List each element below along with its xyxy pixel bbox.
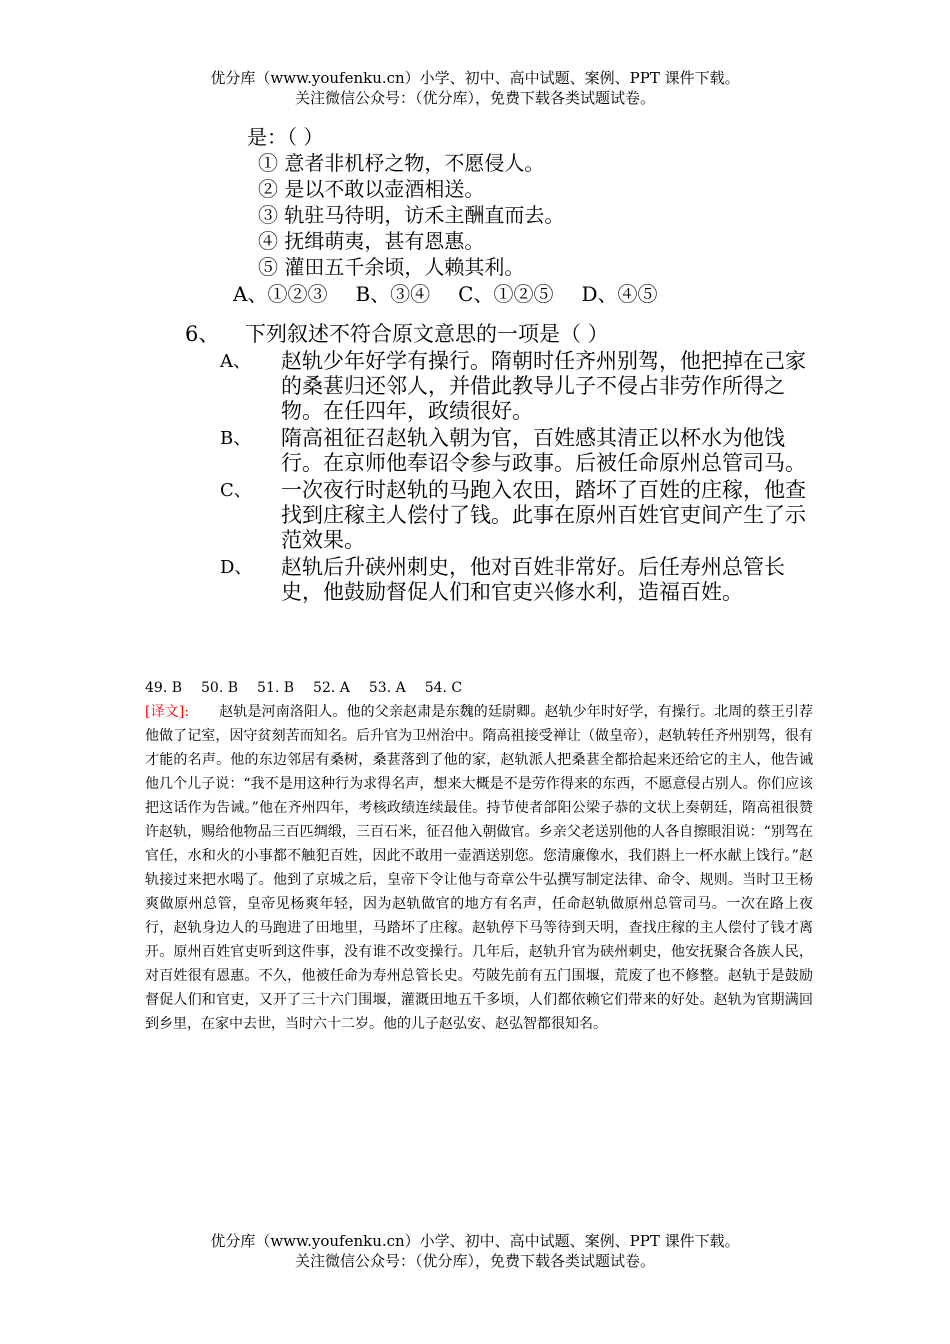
question-5-item: ③ 轨驻马待明，访禾主酬直而去。 xyxy=(258,203,565,227)
question-5-stem: 是：（ ） xyxy=(247,125,324,149)
question-5-item: ① 意者非机杼之物，不愿侵人。 xyxy=(258,151,545,175)
footer-line-1: 优分库（www.youfenku.cn）小学、初中、高中试题、案例、PPT 课件下载。 xyxy=(210,1232,740,1250)
answer-section xyxy=(145,676,813,1036)
question-5-item: ② 是以不敢以壶酒相送。 xyxy=(258,177,485,201)
choice-a xyxy=(220,349,811,424)
choice-label: A、 xyxy=(220,351,251,372)
choice-label: B、 xyxy=(220,428,252,449)
choice-label: D、 xyxy=(220,557,253,578)
answer-key: 52. A xyxy=(313,680,350,696)
question-6-number: 6、 xyxy=(185,322,220,346)
answer-key: 50. B xyxy=(201,680,239,696)
answer-key: 49. B xyxy=(145,680,183,696)
answer-keys xyxy=(145,676,813,700)
option-a: A、①②③ xyxy=(233,282,328,306)
choice-text: 赵轨后升硖州刺史，他对百姓非常好。后任寿州总管长史，他鼓励督促人们和官吏兴修水利，造福百姓。 xyxy=(281,555,785,604)
choice-text: 隋高祖征召赵轨入朝为官，百姓感其清正以杯水为他饯行。在京师他奉诏令参与政事。后被任命原州总管司马。 xyxy=(281,426,806,475)
choice-b xyxy=(220,426,811,476)
header-line-2: 关注微信公众号：（优分库），免费下载各类试题试卷。 xyxy=(294,89,655,107)
option-d: D、④⑤ xyxy=(581,282,658,306)
page-footer xyxy=(0,1231,950,1271)
choice-text: 一次夜行时赵轨的马跑入农田，踏坏了百姓的庄稼，他查找到庄稼主人偿付了钱。此事在原州百姓官吏间产生了示范效果。 xyxy=(281,478,806,552)
question-5-options xyxy=(233,281,686,307)
question-6-text: 下列叙述不符合原文意思的一项是（ ） xyxy=(245,322,609,346)
question-6-stem xyxy=(185,322,811,347)
footer-line-2: 关注微信公众号：（优分库），免费下载各类试题试卷。 xyxy=(294,1252,655,1270)
header-line-1: 优分库（www.youfenku.cn）小学、初中、高中试题、案例、PPT 课件下载。 xyxy=(210,69,740,87)
question-5-item: ⑤ 灌田五千余顷，人赖其利。 xyxy=(258,255,525,279)
answer-key: 54. C xyxy=(424,680,463,696)
choice-text: 赵轨少年好学有操行。隋朝时任齐州别驾，他把掉在己家的桑葚归还邻人，并借此教导儿子不侵占非劳作所得之物。在任四年，政绩很好。 xyxy=(281,349,806,423)
translation-paragraph xyxy=(145,700,813,1036)
choice-c xyxy=(220,478,811,553)
option-b: B、③④ xyxy=(355,282,431,306)
answer-key: 53. A xyxy=(368,680,406,696)
page-header xyxy=(0,68,950,108)
answer-key: 51. B xyxy=(257,680,295,696)
option-c: C、①②⑤ xyxy=(458,282,554,306)
question-5-item: ④ 抚缉萌夷，甚有恩惠。 xyxy=(258,229,485,253)
translation-label: [译文]: xyxy=(145,704,190,720)
choice-label: C、 xyxy=(220,480,252,501)
question-5 xyxy=(233,124,686,307)
translation-text: 赵轨是河南洛阳人。他的父亲赵肃是东魏的廷尉卿。赵轨少年时好学，有操行。北周的蔡王引荐他做了记室，因守贫刻苦而知名。后升官为卫州治中。隋高祖接受禅让（做皇帝），赵轨转任齐州别驾，很有才能的名声。他的东边邻居有桑树，桑葚落到了他的家，赵轨派人把桑葚全都拾起来还给它的主人，他告诫他几个儿子说：“我不是用这种行为求得名声，想来大概是不是劳作得来的东西，不愿意侵占别人。你们应该把这话作为告诫。”他在齐州四年，考核政绩连续最佳。持节使者郃阳公梁子恭的文状上奏朝廷，隋高祖很赞许赵轨，赐给他物品三百匹绸缎，三百石米，征召他入朝做官。乡亲父老送别他的人各自擦眼泪说：“别驾在官任，水和火的小事都不触犯百姓，因此不敢用一壶酒送别您。您清廉像水，我们斟上一杯水献上饯行。”赵轨接过来把水喝了。他到了京城之后，皇帝下令让他与奇章公牛弘撰写制定法律、命令、规则。当时卫王杨爽做原州总管，皇帝见杨爽年轻，因为赵轨做官的地方有名声，任命赵轨做原州总管司马。一次在路上夜行，赵轨身边人的马跑进了田地里，马踏坏了庄稼。赵轨停下马等待到天明，查找庄稼的主人偿付了钱才离开。原州百姓官吏听到这件事，没有谁不改变操行。几年后，赵轨升官为硖州刺史，他安抚聚合各族人民，对百姓很有恩惠。不久，他被任命为寿州总管长史。芍陂先前有五门围堰，荒废了也不修整。赵轨于是鼓励督促人们和官吏，又开了三十六门围堰，灌溉田地五千多顷，人们都依赖它们带来的好处。赵轨为官期满回到乡里，在家中去世，当时六十二岁。他的儿子赵弘安、赵弘智都很知名。 xyxy=(145,704,814,1032)
question-6 xyxy=(185,322,811,605)
choice-d xyxy=(220,555,811,605)
